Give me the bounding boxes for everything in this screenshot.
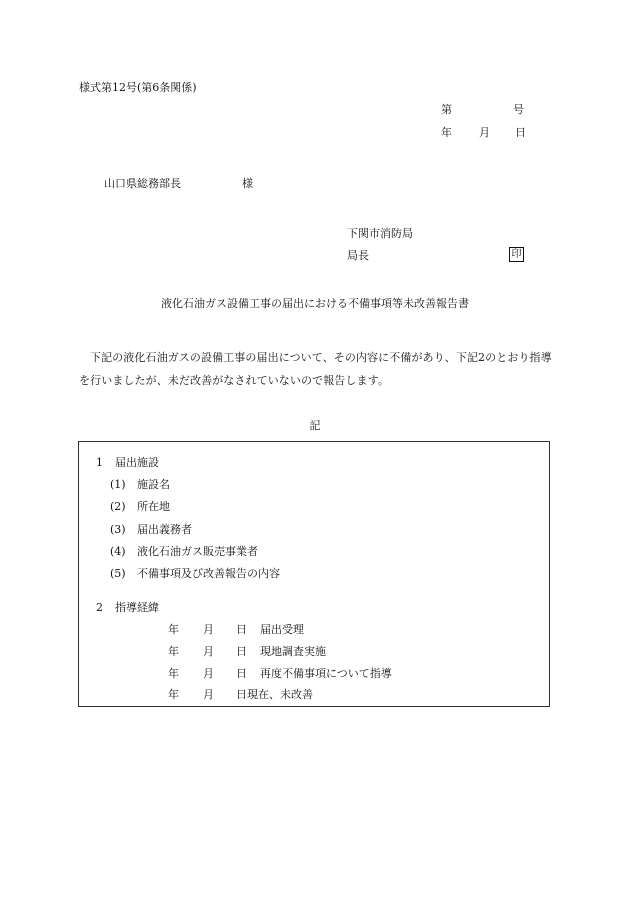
section1-item-number: (5) [110,567,126,580]
addressee-honorific: 様 [242,177,253,190]
date-year: 年 [441,126,452,139]
entry-year: 年 [168,688,179,701]
sender-organization: 下関市消防局 [347,227,413,240]
date-day: 日 [515,126,526,139]
section1-item-number: (1) [110,478,126,491]
seal-mark: 印 [509,247,524,262]
section1-item-label: 所在地 [137,500,170,513]
section1-item-number: (3) [110,523,126,536]
section1-number: 1 [96,456,103,469]
ki-marker: 記 [309,419,321,432]
entry-day [236,689,313,700]
entry-description: 現地調査実施 [260,645,326,658]
doc-no-suffix: 号 [513,103,524,116]
sender-title: 局長 [347,249,369,262]
entry-year: 年 [168,667,179,680]
section1-item-label: 届出義務者 [137,523,192,536]
document-date [441,127,526,138]
date-month: 月 [479,126,490,139]
section1-item-label: 液化石油ガス販売事業者 [137,545,258,558]
section2-number: 2 [96,601,103,614]
entry-month: 月 [203,667,214,680]
doc-no-prefix: 第 [441,103,452,116]
section1-item-number: (4) [110,545,126,558]
entry-description: 届出受理 [260,623,304,636]
entry-day-label: 日現在、 [236,688,280,701]
entry-month: 月 [203,623,214,636]
addressee-name: 山口県総務部長 [104,177,181,190]
section1-item-label: 不備事項及び改善報告の内容 [137,567,280,580]
entry-year: 年 [168,623,179,636]
entry-description: 再度不備事項について指導 [260,667,392,680]
section1-item-label: 施設名 [137,478,170,491]
document-title: 液化石油ガス設備工事の届出における不備事項等未改善報告書 [161,297,469,310]
document-number [441,104,524,115]
entry-day: 日 [236,667,247,680]
entry-day: 日 [236,645,247,658]
entry-month: 月 [203,645,214,658]
section2-heading: 指導経緯 [115,601,159,614]
entry-description: 未改善 [280,688,313,701]
form-number: 様式第12号(第6条関係) [79,81,197,94]
body-paragraph: 下記の液化石油ガスの設備工事の届出について、その内容に不備があり、下記2のとおり指導を行いましたが、未だ改善がなされていないので報告します。 [79,351,552,387]
section1-item-number: (2) [110,500,126,513]
entry-month: 月 [203,688,214,701]
entry-year: 年 [168,645,179,658]
section1-heading: 届出施設 [115,456,159,469]
entry-day: 日 [236,623,247,636]
